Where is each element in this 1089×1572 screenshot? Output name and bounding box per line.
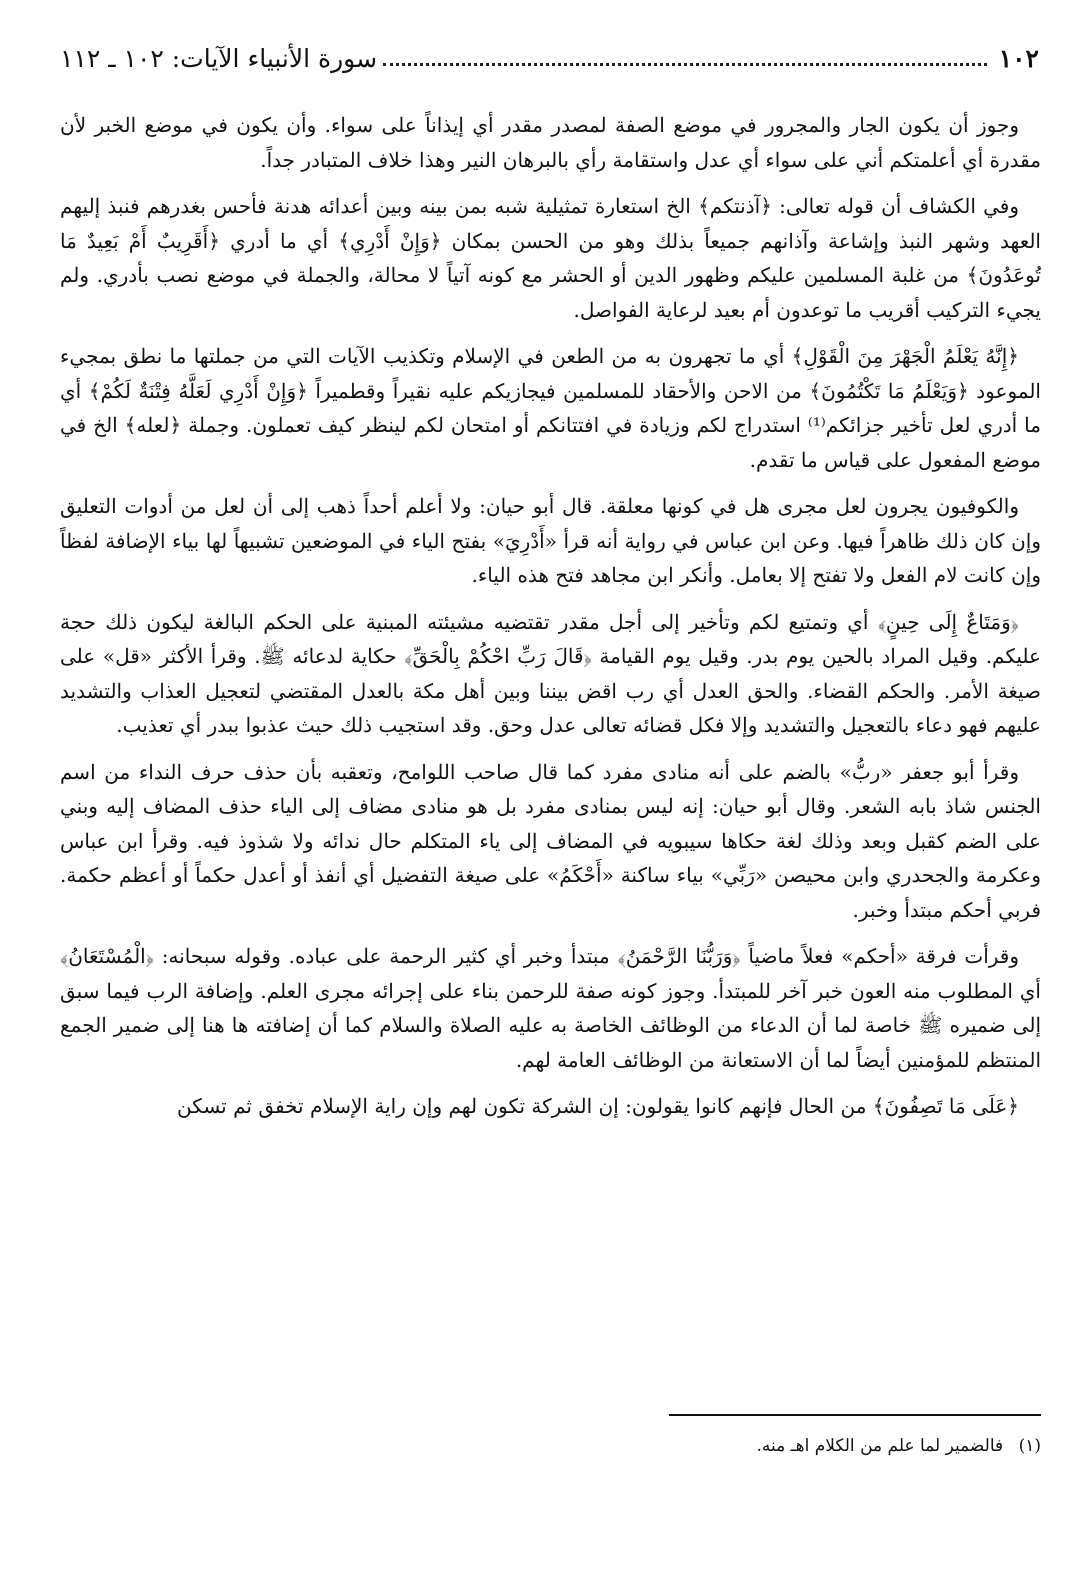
paragraph: وقرأ أبو جعفر «ربُّ» بالضم على أنه منادى مفرد كما قال صاحب اللوامح، وتعقبه بأن حذف حرف النداء من اسم الجنس شاذ بابه الشعر. وقال أبو حيان: إنه ليس بمنادى مفرد بل هو منادى مضاف إلى الياء حذف المضاف إليه وبني على الضم كقبل وبعد وذلك لغة حكاها سيبويه في المضاف إلى ياء المتكلم حال ندائه ولا شذوذ فيه. وقرأ ابن عباس وعكرمة والجحدري وابن محيصن «رَبِّي» بياء ساكنة «أَحْكَمُ» على صيغة التفضيل أي أنفذ أو أعدل حكماً أو أعظم حكمة. فربي أحكم مبتدأ وخبر. <box>60 759 1041 922</box>
footnote-text: فالضمير لما علم من الكلام اهـ منه. <box>756 1436 1004 1456</box>
page-number: ١٠٢ <box>998 43 1039 73</box>
dotted-leader <box>383 63 987 66</box>
paragraph: وفي الكشاف أن قوله تعالى: ﴿آذنتكم﴾ الخ استعارة تمثيلية شبه بمن بينه وبين أعدائه هدنة فأحس بغدرهم فنبذ إليهم العهد وشهر النبذ وإشاعة وآذانهم جميعاً بذلك وهو من الحسن بمكان ﴿وَإِنْ أَدْرِي﴾ أي ما أدري ﴿أَقَرِيبٌ أَمْ بَعِيدٌ مَا تُوعَدُونَ﴾ من غلبة المسلمين عليكم وظهور الدين أو الحشر مع كونه آتياً لا محالة، والجملة في موضع نصب بأدري. ولم يجيء التركيب أقريب ما توعدون أم بعيد لرعاية الفواصل. <box>60 194 1041 322</box>
main-text <box>60 108 1041 1124</box>
paragraph: وقرأت فرقة «أحكم» فعلاً ماضياً ﴿وَرَبُّنَا الرَّحْمَنُ﴾ مبتدأ وخبر أي كثير الرحمة على عباده. وقوله سبحانه: ﴿الْمُسْتَعَانُ﴾ أي المطلوب منه العون خبر آخر للمبتدأ. وجوز كونه صفة للرحمن بناء على إجرائه مجرى العلم. وإضافة الرب فيما سبق إلى ضميره ﷺ خاصة لما أن الدعاء من الوظائف الخاصة به عليه الصلاة والسلام كما أن إضافته ها هنا إلى ضمير الجمع المنتظم للمؤمنين أيضاً لما أن الاستعانة من الوظائف العامة لهم. <box>60 944 1041 1072</box>
footnote-separator <box>669 1414 1041 1416</box>
paragraph: ﴿وَمَتَاعٌ إِلَى حِينٍ﴾ أي وتمتيع لكم وتأخير إلى أجل مقدر تقتضيه مشيئته المبنية على الحكم البالغة ليكون ذلك حجة عليكم. وقيل المراد بالحين يوم بدر. وقيل يوم القيامة ﴿قَالَ رَبِّ احْكُمْ بِالْحَقِّ﴾ حكاية لدعائه ﷺ. وقرأ الأكثر «قل» على صيغة الأمر. والحكم القضاء. والحق العدل أي رب اقض بيننا وبين أهل مكة بالعدل المقتضي لتعجيل العذاب والتشديد عليهم فهو دعاء بالتعجيل والتشديد وإلا فكل قضائه تعالى عدل وحق. وقد استجيب ذلك حيث عذبوا ببدر أي تعذيب. <box>60 609 1041 737</box>
paragraph: والكوفيون يجرون لعل مجرى هل في كونها معلقة. قال أبو حيان: ولا أعلم أحداً ذهب إلى أن لعل من أدوات التعليق وإن كان ذلك ظاهراً فيها. وعن ابن عباس في رواية أنه قرأ «أَدْرِيَ» بفتح الياء في الموضعين تشبيهاً لها بياء الإضافة لفظاً وإن كانت لام الفعل ولا تفتح إلا بعامل. وأنكر ابن مجاهد فتح هذه الياء. <box>60 494 1041 587</box>
running-title: سورة الأنبياء الآيات: ١٠٢ ـ ١١٢ <box>60 43 378 73</box>
paragraph: ﴿إِنَّهُ يَعْلَمُ الْجَهْرَ مِنَ الْقَوْلِ﴾ أي ما تجهرون به من الطعن في الإسلام وتكذيب الآيات التي من جملتها ما نطق بمجيء الموعود ﴿وَيَعْلَمُ مَا تَكْتُمُونَ﴾ من الاحن والأحقاد للمسلمين فيجازيكم عليه نقيراً وقطميراً ﴿وَإِنْ أَدْرِي لَعَلَّهُ فِتْنَةٌ لَكُمْ﴾ أي ما أدري لعل تأخير جزائكم⁽¹⁾ استدراج لكم وزيادة في افتتانكم أو امتحان لكم لينظر كيف تعملون. وجملة ﴿لعله﴾ الخ في موضع المفعول على قياس ما تقدم. <box>60 344 1041 472</box>
paragraph: وجوز أن يكون الجار والمجرور في موضع الصفة لمصدر مقدر أي إيذاناً على سواء. وأن يكون في موضع الخبر لأن مقدرة أي أعلمتكم أني على سواء أي عدل واستقامة رأي بالبرهان النير وهذا خلاف المتبادر جداً. <box>60 113 1041 172</box>
paragraph: ﴿عَلَى مَا تَصِفُونَ﴾ من الحال فإنهم كانوا يقولون: إن الشركة تكون لهم وإن راية الإسلام تخفق ثم تسكن <box>177 1094 1019 1118</box>
footnote-marker: (١) <box>1018 1436 1041 1456</box>
footnote <box>60 1436 1041 1456</box>
page-header <box>60 38 1039 78</box>
